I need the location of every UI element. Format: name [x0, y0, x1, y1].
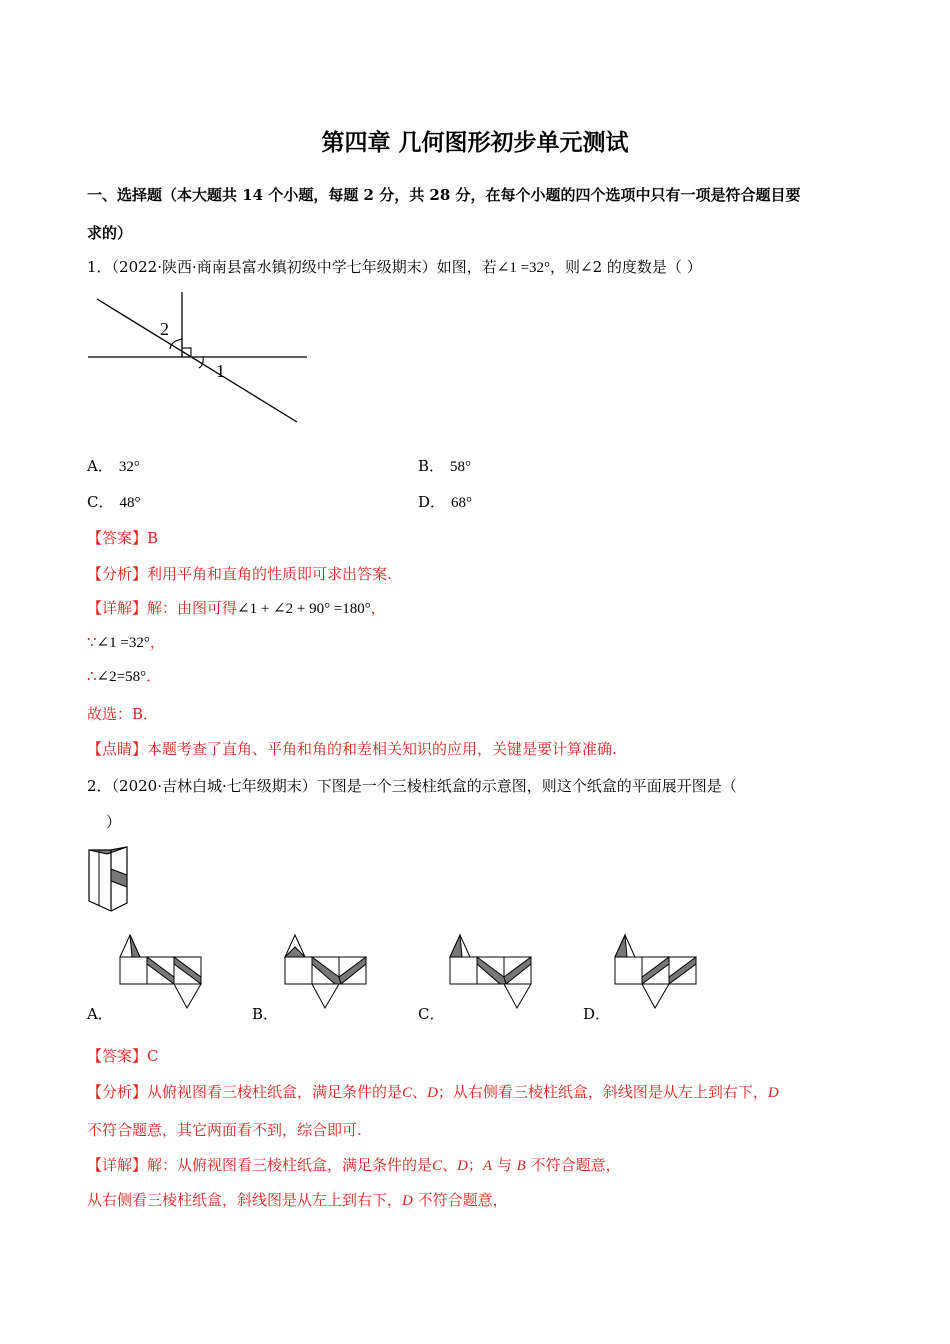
q1-analysis-text: 利用平角和直角的性质即可求出答案. — [147, 565, 392, 583]
q1-detail-line1 — [87, 597, 386, 618]
q1-comment — [87, 738, 617, 759]
q2-detail-line2-end: 不符合题意， — [412, 1191, 508, 1209]
net-option-c[interactable] — [448, 932, 533, 1010]
option-b-value: 58° — [450, 459, 472, 475]
section-heading-line1: 一、选择题（本大题共 14 个小题，每题 2 分，共 28 分，在每个小题的四个选项中只有一项是符合题目要 — [87, 186, 801, 204]
option-c[interactable] — [87, 491, 140, 512]
question-1-figure — [85, 285, 315, 430]
question-2-number: 2． — [87, 777, 112, 795]
q2-detail-end: 不符合题意， — [525, 1156, 621, 1174]
option-c-value: 48° — [119, 495, 141, 511]
question-1-condition: ∠1 =32° — [496, 260, 551, 276]
q2-detail-tag: 【详解】 — [87, 1156, 148, 1174]
q2-analysis-tag: 【分析】 — [87, 1083, 148, 1101]
var-d: D — [767, 1085, 779, 1101]
question-1-ask: ，则∠2 的度数是（ ） — [550, 258, 702, 276]
q1-detail-tag: 【详解】 — [87, 599, 148, 617]
net-option-a-label[interactable]: A． — [87, 1005, 113, 1023]
q1-result: ∠2=58° — [96, 669, 147, 685]
question-2 — [87, 775, 737, 796]
option-a[interactable] — [87, 455, 140, 476]
question-2-close: ） — [106, 813, 122, 831]
angle-1-label: 1 — [216, 361, 225, 381]
question-2-text: （2020·吉林白城·七年级期末）下图是一个三棱柱纸盒的示意图，则这个纸盒的平面展开图是（ — [111, 777, 737, 795]
var-a: A — [482, 1158, 493, 1174]
q2-detail-text-a: 解：从俯视图看三棱柱纸盒，满足条件的是 — [147, 1156, 433, 1174]
net-option-d-label[interactable]: D． — [583, 1005, 611, 1023]
var-c: C — [402, 1085, 413, 1101]
q2-detail-with: 与 — [492, 1156, 517, 1174]
q1-analysis — [87, 563, 392, 584]
option-a-value: 32° — [118, 459, 140, 475]
q2-detail-sep: 、 — [442, 1156, 458, 1174]
q2-analysis-sep: 、 — [412, 1083, 428, 1101]
q1-detail-equation: ∠1 + ∠2 + 90° =180° — [237, 601, 371, 617]
q2-analysis-line1 — [87, 1081, 779, 1102]
q2-detail-line2-text: 从右侧看三棱柱纸盒，斜线图是从左上到右下， — [87, 1191, 403, 1209]
q2-analysis-text-a: 从俯视图看三棱柱纸盒，满足条件的是 — [147, 1083, 403, 1101]
q1-comment-tag: 【点睛】 — [87, 740, 148, 758]
slanted-line — [97, 299, 297, 422]
q1-detail-text: 解：由图可得 — [147, 599, 238, 617]
q1-answer — [87, 527, 158, 548]
therefore-symbol: ∴ — [87, 667, 97, 685]
var-b: B — [516, 1158, 526, 1174]
var-d: D — [402, 1193, 413, 1209]
net-option-d[interactable] — [613, 932, 698, 1010]
var-d: D — [457, 1158, 468, 1174]
question-1-number: 1． — [87, 258, 112, 276]
option-a-letter: A． — [87, 457, 113, 475]
net-option-c-label[interactable]: C． — [418, 1005, 445, 1023]
q2-detail-semi: ； — [467, 1156, 483, 1174]
q2-detail-line2 — [87, 1189, 508, 1210]
prism-figure — [87, 845, 132, 915]
question-1-source: （2022·陕西·商南县富水镇初级中学七年级期末）如图，若 — [111, 258, 497, 276]
option-d-letter: D． — [418, 493, 446, 511]
section-heading-line2: 求的） — [87, 224, 133, 242]
q1-given-punct: ， — [149, 633, 165, 651]
option-b[interactable] — [418, 455, 471, 476]
q2-answer-tag: 【答案】 — [87, 1047, 148, 1065]
q1-result-punct: ． — [146, 667, 162, 685]
q2-analysis-text-b: ；从右侧看三棱柱纸盒，斜线图是从左上到右下， — [437, 1083, 768, 1101]
net-option-b-label[interactable]: B． — [252, 1005, 279, 1023]
q1-analysis-tag: 【分析】 — [87, 565, 148, 583]
option-d-value: 68° — [451, 495, 473, 511]
q2-detail-line1 — [87, 1154, 621, 1175]
question-1 — [87, 256, 702, 277]
var-c: C — [432, 1158, 443, 1174]
q1-detail-line3 — [87, 665, 161, 686]
page-title: 第四章 几何图形初步单元测试 — [321, 129, 629, 156]
q2-answer-text: C — [147, 1047, 159, 1065]
q2-analysis-line2: 不符合题意，其它两面看不到，综合即可. — [87, 1121, 362, 1139]
because-symbol: ∵ — [87, 633, 97, 651]
q1-answer-text: B — [147, 529, 159, 547]
q1-given: ∠1 =32° — [96, 635, 150, 651]
option-c-letter: C． — [87, 493, 114, 511]
q1-answer-tag: 【答案】 — [87, 529, 148, 547]
q2-answer — [87, 1045, 159, 1066]
net-option-a[interactable] — [118, 932, 203, 1010]
net-option-b[interactable] — [283, 932, 368, 1010]
option-b-letter: B． — [418, 457, 445, 475]
var-d: D — [427, 1085, 438, 1101]
option-d[interactable] — [418, 491, 472, 512]
q1-comment-text: 本题考查了直角、平角和角的和差相关知识的应用，关键是要计算准确. — [147, 740, 617, 758]
q1-detail-line2 — [87, 631, 165, 652]
q1-choice: 故选：B． — [87, 705, 159, 723]
q1-detail-punct: ， — [370, 599, 386, 617]
angle-2-label: 2 — [160, 319, 169, 339]
